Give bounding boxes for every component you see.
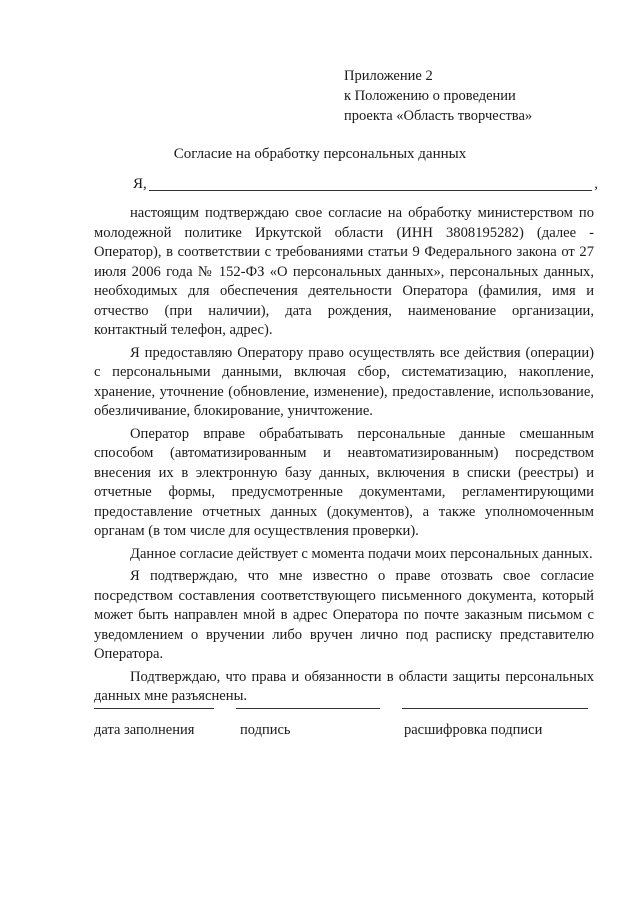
paragraph-consent: настоящим подтверждаю свое согласие на обработку министерством по молодежной политике Иркутской области (ИНН 3808195282) (далее - Оператор), в соответствии с требованиями статьи 9 Федерального закона от 27 июля 2006 года № 152-ФЗ «О персональных данных», персональных данных, необходимых для обеспечения деятельности Оператора (фамилия, имя и отчество (при наличии), дата рождения, наименование организации, контактный телефон, адрес). xyxy=(94,205,594,338)
paragraph-revocation: Я подтверждаю, что мне известно о праве отозвать свое согласие посредством составления соответствующего письменного документа, который может быть направлен мной в адрес Оператора по почте заказным письмом с уведомлением о вручении либо вручен лично под расписку представителю Оператора. xyxy=(94,568,594,662)
paragraph-validity: Данное согласие действует с момента подачи моих персональных данных. xyxy=(130,545,593,562)
name-suffix: , xyxy=(594,176,598,192)
paragraph-processing-method: Оператор вправе обрабатывать персональные данные смешанным способом (автоматизированным и неавтоматизированным) посредством внесения их в электронную базу данных, включения в списки (реестры) и отчетные формы, предусмотренные документами, регламентирующими предоставление отчетных данных (документов), а также уполномоченным органам (в том числе для осуществления проверки). xyxy=(94,425,594,539)
signature-blank-line xyxy=(236,708,380,709)
appendix-line-2: к Положению о проведении xyxy=(344,88,516,104)
name-prefix: Я, xyxy=(133,176,147,192)
date-blank-line xyxy=(94,708,214,709)
date-label: дата заполнения xyxy=(94,722,195,738)
name-field-row xyxy=(133,176,598,193)
signature-label: подпись xyxy=(240,722,291,738)
appendix-line-3: проекта «Область творчества» xyxy=(344,108,533,124)
decode-label: расшифровка подписи xyxy=(404,722,543,738)
paragraph-operator-rights: Я предоставляю Оператору право осуществлять все действия (операции) с персональными данными, включая сбор, систематизацию, накопление, хранение, уточнение (обновление, изменение), предоставление, использование, обезличивание, блокирование, уничтожение. xyxy=(94,344,594,419)
appendix-line-1: Приложение 2 xyxy=(344,68,433,84)
paragraph-rights-explained: Подтверждаю, что права и обязанности в области защиты персональных данных мне разъяснены. xyxy=(94,668,594,704)
document-body xyxy=(94,204,594,707)
appendix-header xyxy=(344,66,532,126)
name-blank-line xyxy=(149,176,592,191)
decode-blank-line xyxy=(402,708,588,709)
signature-lines xyxy=(0,708,640,710)
document-title: Согласие на обработку персональных данных xyxy=(173,146,467,162)
